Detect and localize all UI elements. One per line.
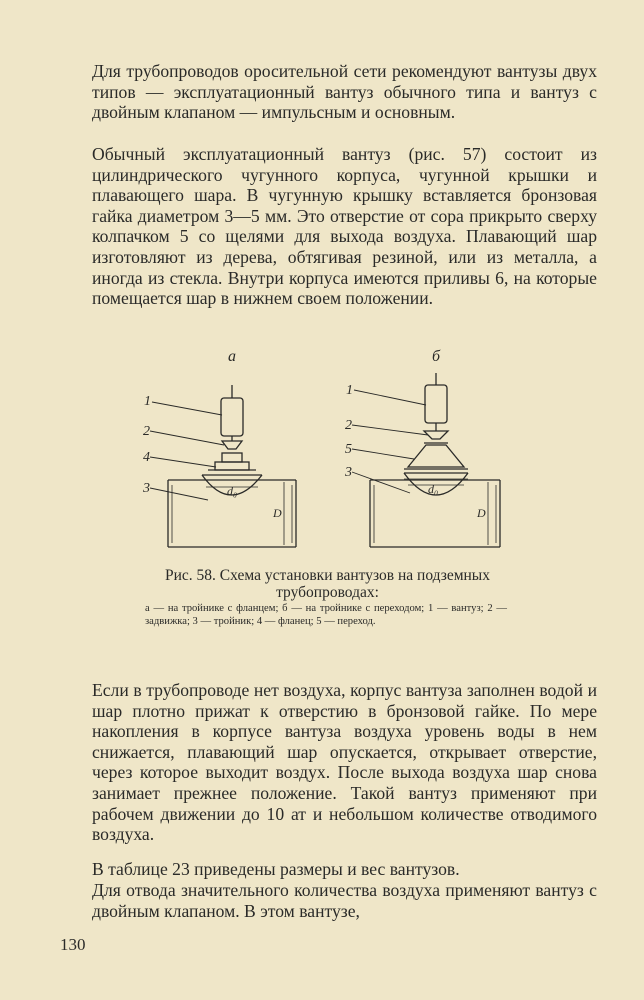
diagram-b-callout-1: 1 xyxy=(346,383,353,398)
diagram-a-D-label: D xyxy=(273,506,282,520)
diagram-b-callout-5: 5 xyxy=(345,442,352,457)
paragraph-ordinary-vantuz: Обычный эксплуатационный вантуз (рис. 57) состоит из цилиндрического чугунного корпуса, чугунной крышки и плавающего шара. В чугунную крышку вставляется бронзовая гайка диаметром 3—5 мм. Это отверстие от сора прикрыто сверху колпачком 5 со щелями для выхода воздуха. Плавающий шар изготовляют из дерева, обтягивая резиной, или из металла, а иногда из стекла. Внутри корпуса имеются приливы 6, на которые помещается шар в нижнем своем положении. xyxy=(92,144,597,309)
diagram-a-label: а xyxy=(228,348,236,365)
figure-caption: Рис. 58. Схема установки вантузов на подземных трубопроводах: xyxy=(165,567,490,601)
diagram-b xyxy=(352,373,500,547)
paragraph-intro: Для трубопроводов оросительной сети рекомендуют вантузы двух типов — эксплуатационный вантуз обычного типа и вантуз с двойным клапаном — импульсным и основным. xyxy=(92,61,597,123)
paragraph-operation: Если в трубопроводе нет воздуха, корпус вантуза заполнен водой и шар плотно прижат к отверстию в бронзовой гайке. По мере накопления в корпусе вантуза воздуха уровень воды в нем снижается, плавающий шар опускается, открывает отверстие, через которое выходит воздух. После выхода воздуха шар снова занимает прежнее положение. Такой вантуз применяют при рабочем движении до 10 ат и небольшом количестве отводимого воздуха. xyxy=(92,680,597,845)
paragraph-double-valve: Для отвода значительного количества воздуха применяют вантуз с двойным клапаном. В этом вантузе, xyxy=(92,880,597,921)
diagram-a-callout-4: 4 xyxy=(143,450,150,465)
diagram-b-d0-label: d₀ xyxy=(428,482,439,496)
diagram-a-callout-2: 2 xyxy=(143,424,150,439)
diagram-b-D-label: D xyxy=(477,506,486,520)
figure-legend: а — на тройнике с фланцем; б — на тройнике с переходом; 1 — вантуз; 2 — задвижка; 3 — тройник; 4 — фланец; 5 — переход. xyxy=(145,603,507,627)
figure-58-diagram xyxy=(138,345,518,565)
diagram-a-d0-label: d₀ xyxy=(227,484,238,498)
diagram-a-callout-3: 3 xyxy=(143,481,150,496)
page-number: 130 xyxy=(60,935,86,954)
paragraph-table-ref: В таблице 23 приведены размеры и вес вантузов. xyxy=(92,859,460,879)
diagram-a-callout-1: 1 xyxy=(144,394,151,409)
diagram-b-callout-3: 3 xyxy=(345,465,352,480)
diagram-b-label: б xyxy=(432,348,441,365)
diagram-b-callout-2: 2 xyxy=(345,418,352,433)
diagram-a xyxy=(150,385,296,547)
